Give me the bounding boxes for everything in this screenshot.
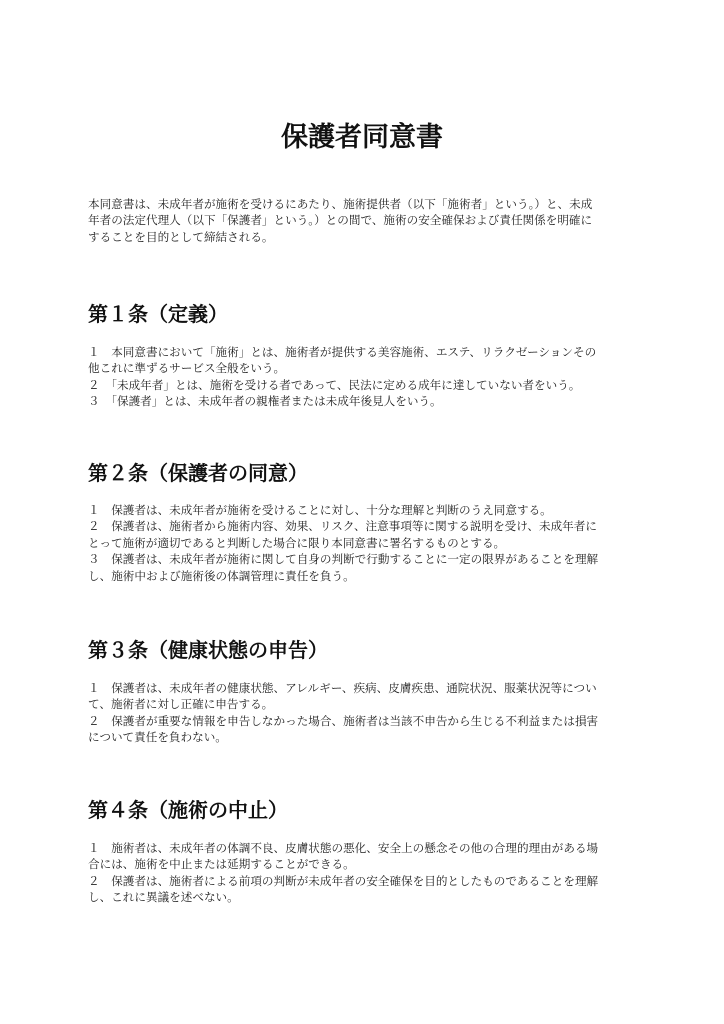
article-4-heading: 第４条（施術の中止） <box>88 798 288 822</box>
clause-line: ２ 保護者は、施術者から施術内容、効果、リスク、注意事項等に関する説明を受け、未成年者に <box>88 519 597 534</box>
document-title: 保護者同意書 <box>281 122 443 153</box>
clause-line: ３ 保護者は、未成年者が施術に関して自身の判断で行動することに一定の限界があることを理解 <box>88 552 599 567</box>
clause-line: とって施術が適切であると判断した場合に限り本同意書に署名するものとする。 <box>88 535 506 550</box>
preamble-line: 年者の法定代理人（以下「保護者」という。）との間で、施術の安全確保および責任関係を明確に <box>88 213 593 228</box>
clause-line: １ 施術者は、未成年者の体調不良、皮膚状態の悪化、安全上の懸念その他の合理的理由がある場 <box>88 841 599 855</box>
clause-line: １ 保護者は、未成年者の健康状態、アレルギー、疾病、皮膚疾患、通院状況、服薬状況等につい <box>88 681 597 695</box>
clause-line: １ 本同意書において「施術」とは、施術者が提供する美容施術、エステ、リラクゼーションその <box>88 345 597 359</box>
preamble-line: 本同意書は、未成年者が施術を受けるにあたり、施術提供者（以下「施術者」という。）と、未成 <box>88 197 593 211</box>
clause-line: 合には、施術を中止または延期することができる。 <box>88 857 355 872</box>
clause-line: て、施術者に対し正確に申告する。 <box>88 697 274 712</box>
article-1-heading: 第１条（定義） <box>88 302 228 326</box>
article-2-heading: 第２条（保護者の同意） <box>88 461 308 485</box>
preamble <box>88 196 633 245</box>
clause-line: し、施術中および施術後の体調管理に責任を負う。 <box>88 568 355 583</box>
article-2-body <box>88 502 633 584</box>
article-4-body <box>88 840 633 906</box>
clause-line: １ 保護者は、未成年者が施術を受けることに対し、十分な理解と判断のうえ同意する。 <box>88 503 552 517</box>
article-3-heading: 第３条（健康状態の申告） <box>88 638 328 662</box>
clause-line: ２ 「未成年者」とは、施術を受ける者であって、民法に定める成年に達していない者をいう。 <box>88 377 581 392</box>
article-3-body <box>88 680 633 746</box>
preamble-line: することを目的として締結される。 <box>88 229 274 244</box>
clause-line: ２ 保護者が重要な情報を申告しなかった場合、施術者は当該不申告から生じる不利益または損害 <box>88 713 599 728</box>
clause-line: し、これに異議を述べない。 <box>88 890 239 905</box>
clause-line: 他これに準ずるサービス全般をいう。 <box>88 361 286 376</box>
article-1-body <box>88 344 633 410</box>
clause-line: ２ 保護者は、施術者による前項の判断が未成年者の安全確保を目的としたものであることを理解 <box>88 873 599 888</box>
clause-line: ３ 「保護者」とは、未成年者の親権者または未成年後見人をいう。 <box>88 394 442 409</box>
clause-line: について責任を負わない。 <box>88 730 227 745</box>
